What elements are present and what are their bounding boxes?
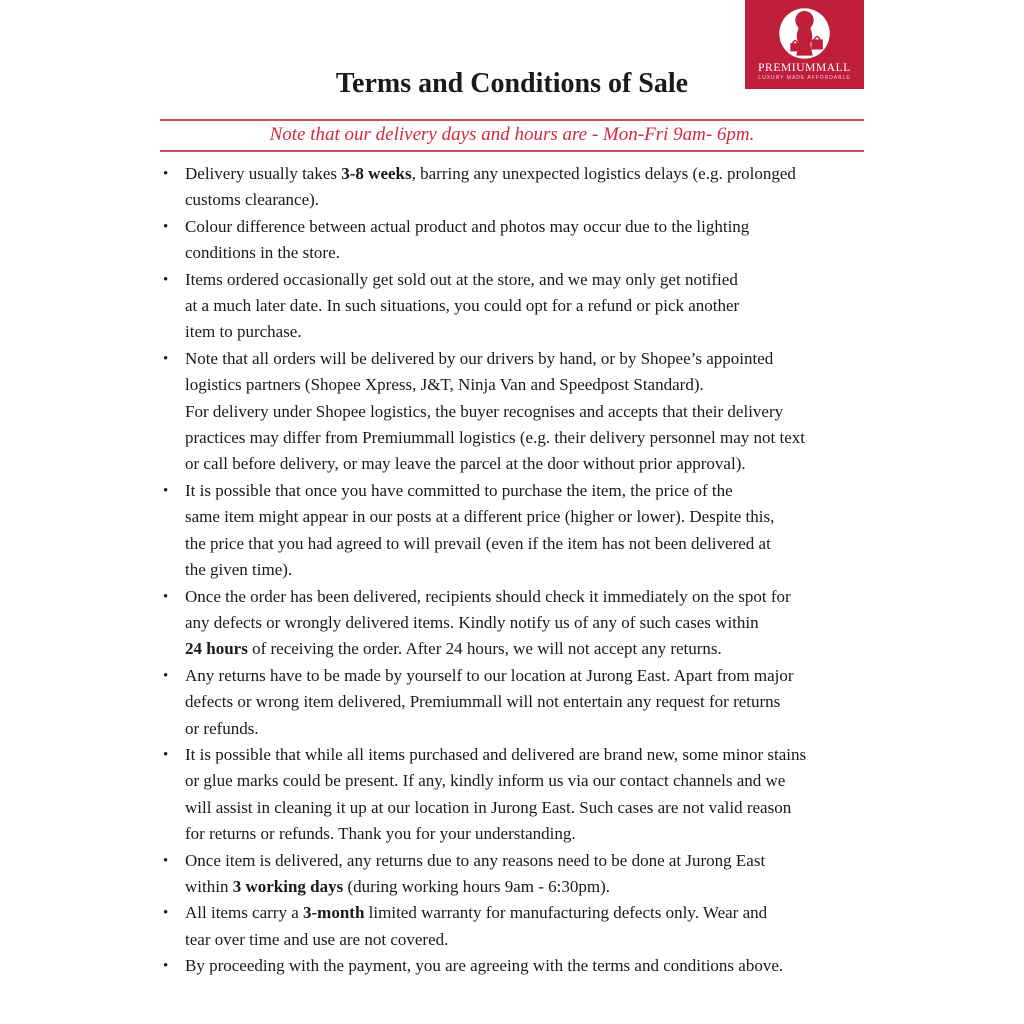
bullet-icon: •	[163, 852, 169, 869]
list-item	[160, 584, 875, 663]
logo-brand-name: PREMIUMMALL	[758, 62, 851, 74]
delivery-note-text: Note that our delivery days and hours are - Mon-Fri 9am- 6pm.	[269, 124, 755, 145]
terms-list	[160, 161, 875, 980]
list-item	[160, 161, 875, 214]
list-item	[160, 478, 875, 584]
list-item-text: Note that all orders will be delivered by our drivers by hand, or by Shopee’s appointed logistics partners (Shopee Xpress, J&T, Ninja Van and Speedpost Standard). For delivery under Shopee logistics, the buyer recognises and accepts that their delivery practices may differ from Premiummall logistics (e.g. their delivery personnel may not text or call before delivery, or may leave the parcel at the door without prior approval).	[185, 348, 806, 474]
list-item-text: Colour difference between actual product and photos may occur due to the lighting conditions in the store.	[185, 216, 750, 263]
bullet-icon: •	[163, 958, 169, 975]
list-item-text: Delivery usually takes 3-8 weeks, barring any unexpected logistics delays (e.g. prolonged customs clearance).	[185, 164, 796, 210]
bullet-icon: •	[163, 350, 169, 367]
list-item-text: By proceeding with the payment, you are agreeing with the terms and conditions above.	[185, 956, 784, 976]
list-item	[160, 267, 875, 346]
bullet-icon: •	[163, 588, 169, 605]
list-item	[160, 848, 875, 901]
list-item-text: It is possible that once you have committed to purchase the item, the price of the same item might appear in our posts at a different price (higher or lower). Despite this, the price that you had agreed to will prevail (even if the item has not been delivered at the given time).	[185, 480, 775, 580]
list-item	[160, 953, 875, 979]
bullet-icon: •	[163, 905, 169, 922]
delivery-note-band	[160, 119, 864, 152]
list-item-text: Once item is delivered, any returns due to any reasons need to be done at Jurong East within 3 working days (during working hours 9am - 6:30pm).	[185, 850, 766, 896]
list-item-text: All items carry a 3-month limited warranty for manufacturing defects only. Wear and tear over time and use are not covered.	[185, 903, 768, 949]
list-item	[160, 663, 875, 742]
list-item-text: It is possible that while all items purchased and delivered are brand new, some minor stains or glue marks could be present. If any, kindly inform us via our contact channels and we will assist in cleaning it up at our location in Jurong East. Such cases are not valid reason for returns or refunds. Thank you for your understanding.	[185, 744, 807, 844]
bullet-icon: •	[163, 271, 169, 288]
list-item-text: Once the order has been delivered, recipients should check it immediately on the spot for any defects or wrongly delivered items. Kindly notify us of any of such cases within 24 hours of receiving the order. After 24 hours, we will not accept any returns.	[185, 586, 791, 659]
list-item-text: Any returns have to be made by yourself to our location at Jurong East. Apart from major defects or wrong item delivered, Premiummall will not entertain any request for returns or refunds.	[185, 665, 794, 738]
bullet-icon: •	[163, 482, 169, 499]
list-item	[160, 346, 875, 478]
list-item	[160, 900, 875, 953]
bullet-icon: •	[163, 667, 169, 684]
page-title: Terms and Conditions of Sale	[335, 68, 689, 99]
bullet-icon: •	[163, 746, 169, 763]
bullet-icon: •	[163, 166, 169, 182]
woman-shopper-icon	[777, 6, 832, 61]
list-item	[160, 214, 875, 267]
logo-tagline: LUXURY MADE AFFORDABLE	[758, 75, 851, 81]
list-item-text: Items ordered occasionally get sold out at the store, and we may only get notified at a much later date. In such situations, you could opt for a refund or pick another item to purchase.	[185, 269, 740, 342]
list-item	[160, 742, 875, 848]
bullet-icon: •	[163, 218, 169, 235]
